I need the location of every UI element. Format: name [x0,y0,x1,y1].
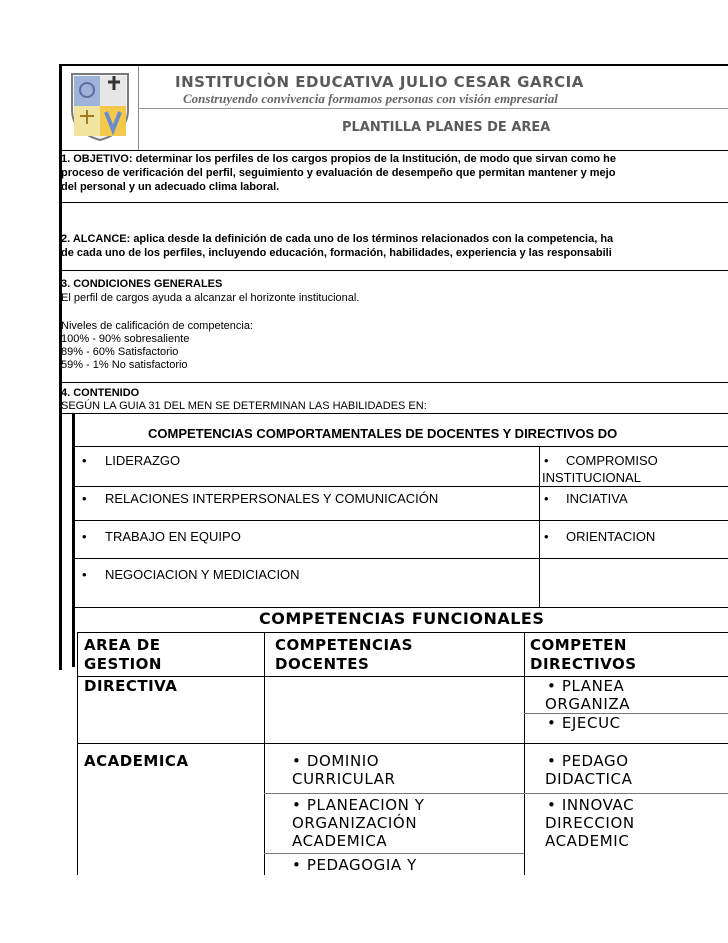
aca-innovation: • INNOVAC [547,796,635,814]
bullet: • [82,491,87,506]
dir-planning-2: ORGANIZA [545,695,631,713]
aca-domain: • DOMINIO [292,752,380,770]
document-title: PLANTILLA PLANES DE AREA [342,120,551,135]
divider [62,202,728,203]
competence-commitment-cont: INSTITUCIONAL [542,470,641,485]
table-rule [75,607,728,608]
conditions-line: El perfil de cargos ayuda a alcanzar el horizonte institucional. [61,292,360,304]
table-col-divider [539,447,540,607]
dir-planning: • PLANEA [547,677,625,695]
scope-line-2: de cada uno de los perfiles, incluyendo educación, formación, habilidades, experiencia y las responsabili [61,247,612,259]
bullet: • [544,491,549,506]
objective-line-1: 1. OBJETIVO: determinar los perfiles de los cargos propios de la Institución, de modo que sirvan como he [61,153,617,165]
col-teachers-2: DOCENTES [275,655,370,673]
scope-line-1: 2. ALCANCE: aplica desde la definición de cada uno de los términos relacionados con la competencia, ha [61,233,614,245]
col-directors: COMPETEN [530,636,627,654]
dir-execution: • EJECUC [547,714,621,732]
table-rule [77,743,728,744]
aca-domain-2: CURRICULAR [292,770,396,788]
table-col-divider [264,632,265,875]
divider [62,382,728,383]
level-2: 89% - 60% Satisfactorio [61,346,179,358]
aca-innovation-3: ACADEMIC [545,832,630,850]
behavioral-heading: COMPETENCIAS COMPORTAMENTALES DE DOCENTES Y DIRECTIVOS DO [148,426,618,441]
divider [62,413,728,414]
table-left-border [72,414,75,667]
aca-innovation-2: DIRECCION [545,814,635,832]
aca-planning-3: ACADEMICA [292,832,388,850]
competence-negotiation: NEGOCIACION Y MEDICIACION [105,567,300,582]
functional-heading: COMPETENCIAS FUNCIONALES [259,609,545,628]
bullet: • [82,529,87,544]
table-rule [264,853,524,854]
aca-pedago-2: DIDACTICA [545,770,633,788]
col-area: AREA DE [84,636,161,654]
bullet: • [82,567,87,582]
level-1: 100% - 90% sobresaliente [61,333,190,345]
bullet: • [544,453,549,468]
competence-initiative: INCIATIVA [566,491,628,506]
content-line: SEGÚN LA GUIA 31 DEL MEN SE DETERMINAN LAS HABILIDADES EN: [61,400,427,412]
competence-orientation: ORIENTACION [566,529,656,544]
aca-planning: • PLANEACION Y [292,796,425,814]
content-title: 4. CONTENIDO [61,387,140,399]
aca-pedagogy: • PEDAGOGIA Y [292,856,417,874]
table-rule [77,632,728,633]
table-col-divider [524,632,525,875]
table-border [77,632,78,875]
col-area-2: GESTION [84,655,162,673]
competence-leadership: LIDERAZGO [105,453,181,468]
aca-pedago: • PEDAGO [547,752,629,770]
institution-name: INSTITUCIÒN EDUCATIVA JULIO CESAR GARCIA [175,73,584,91]
institution-motto: Construyendo convivencia formamos personas con visión empresarial [183,91,558,106]
competence-teamwork: TRABAJO EN EQUIPO [105,529,241,544]
divider [62,270,728,271]
table-rule [75,558,728,559]
levels-title: Niveles de calificación de competencia: [61,320,253,332]
bullet: • [82,453,87,468]
header-rule [138,108,728,109]
competence-commitment: COMPROMISO [566,453,658,468]
col-teachers: COMPETENCIAS [275,636,413,654]
objective-line-2: proceso de verificación del perfil, seguimiento y evaluación de desempeño que permitan mantener y mejo [61,167,616,179]
table-rule [75,446,728,447]
level-3: 59% - 1% No satisfactorio [61,359,188,371]
competence-relations: RELACIONES INTERPERSONALES Y COMUNICACIÓN [105,491,439,506]
col-directors-2: DIRECTIVOS [530,655,637,673]
table-rule [75,486,728,487]
conditions-title: 3. CONDICIONES GENERALES [61,278,223,290]
row-academica: ACADEMICA [84,752,189,770]
table-rule [75,520,728,521]
table-rule [264,793,728,794]
divider [62,150,728,151]
objective-line-3: del personal y un adecuado clima laboral. [61,181,280,193]
aca-planning-2: ORGANIZACIÓN [292,814,418,832]
institution-logo [66,70,134,142]
row-directiva: DIRECTIVA [84,677,178,695]
bullet: • [544,529,549,544]
